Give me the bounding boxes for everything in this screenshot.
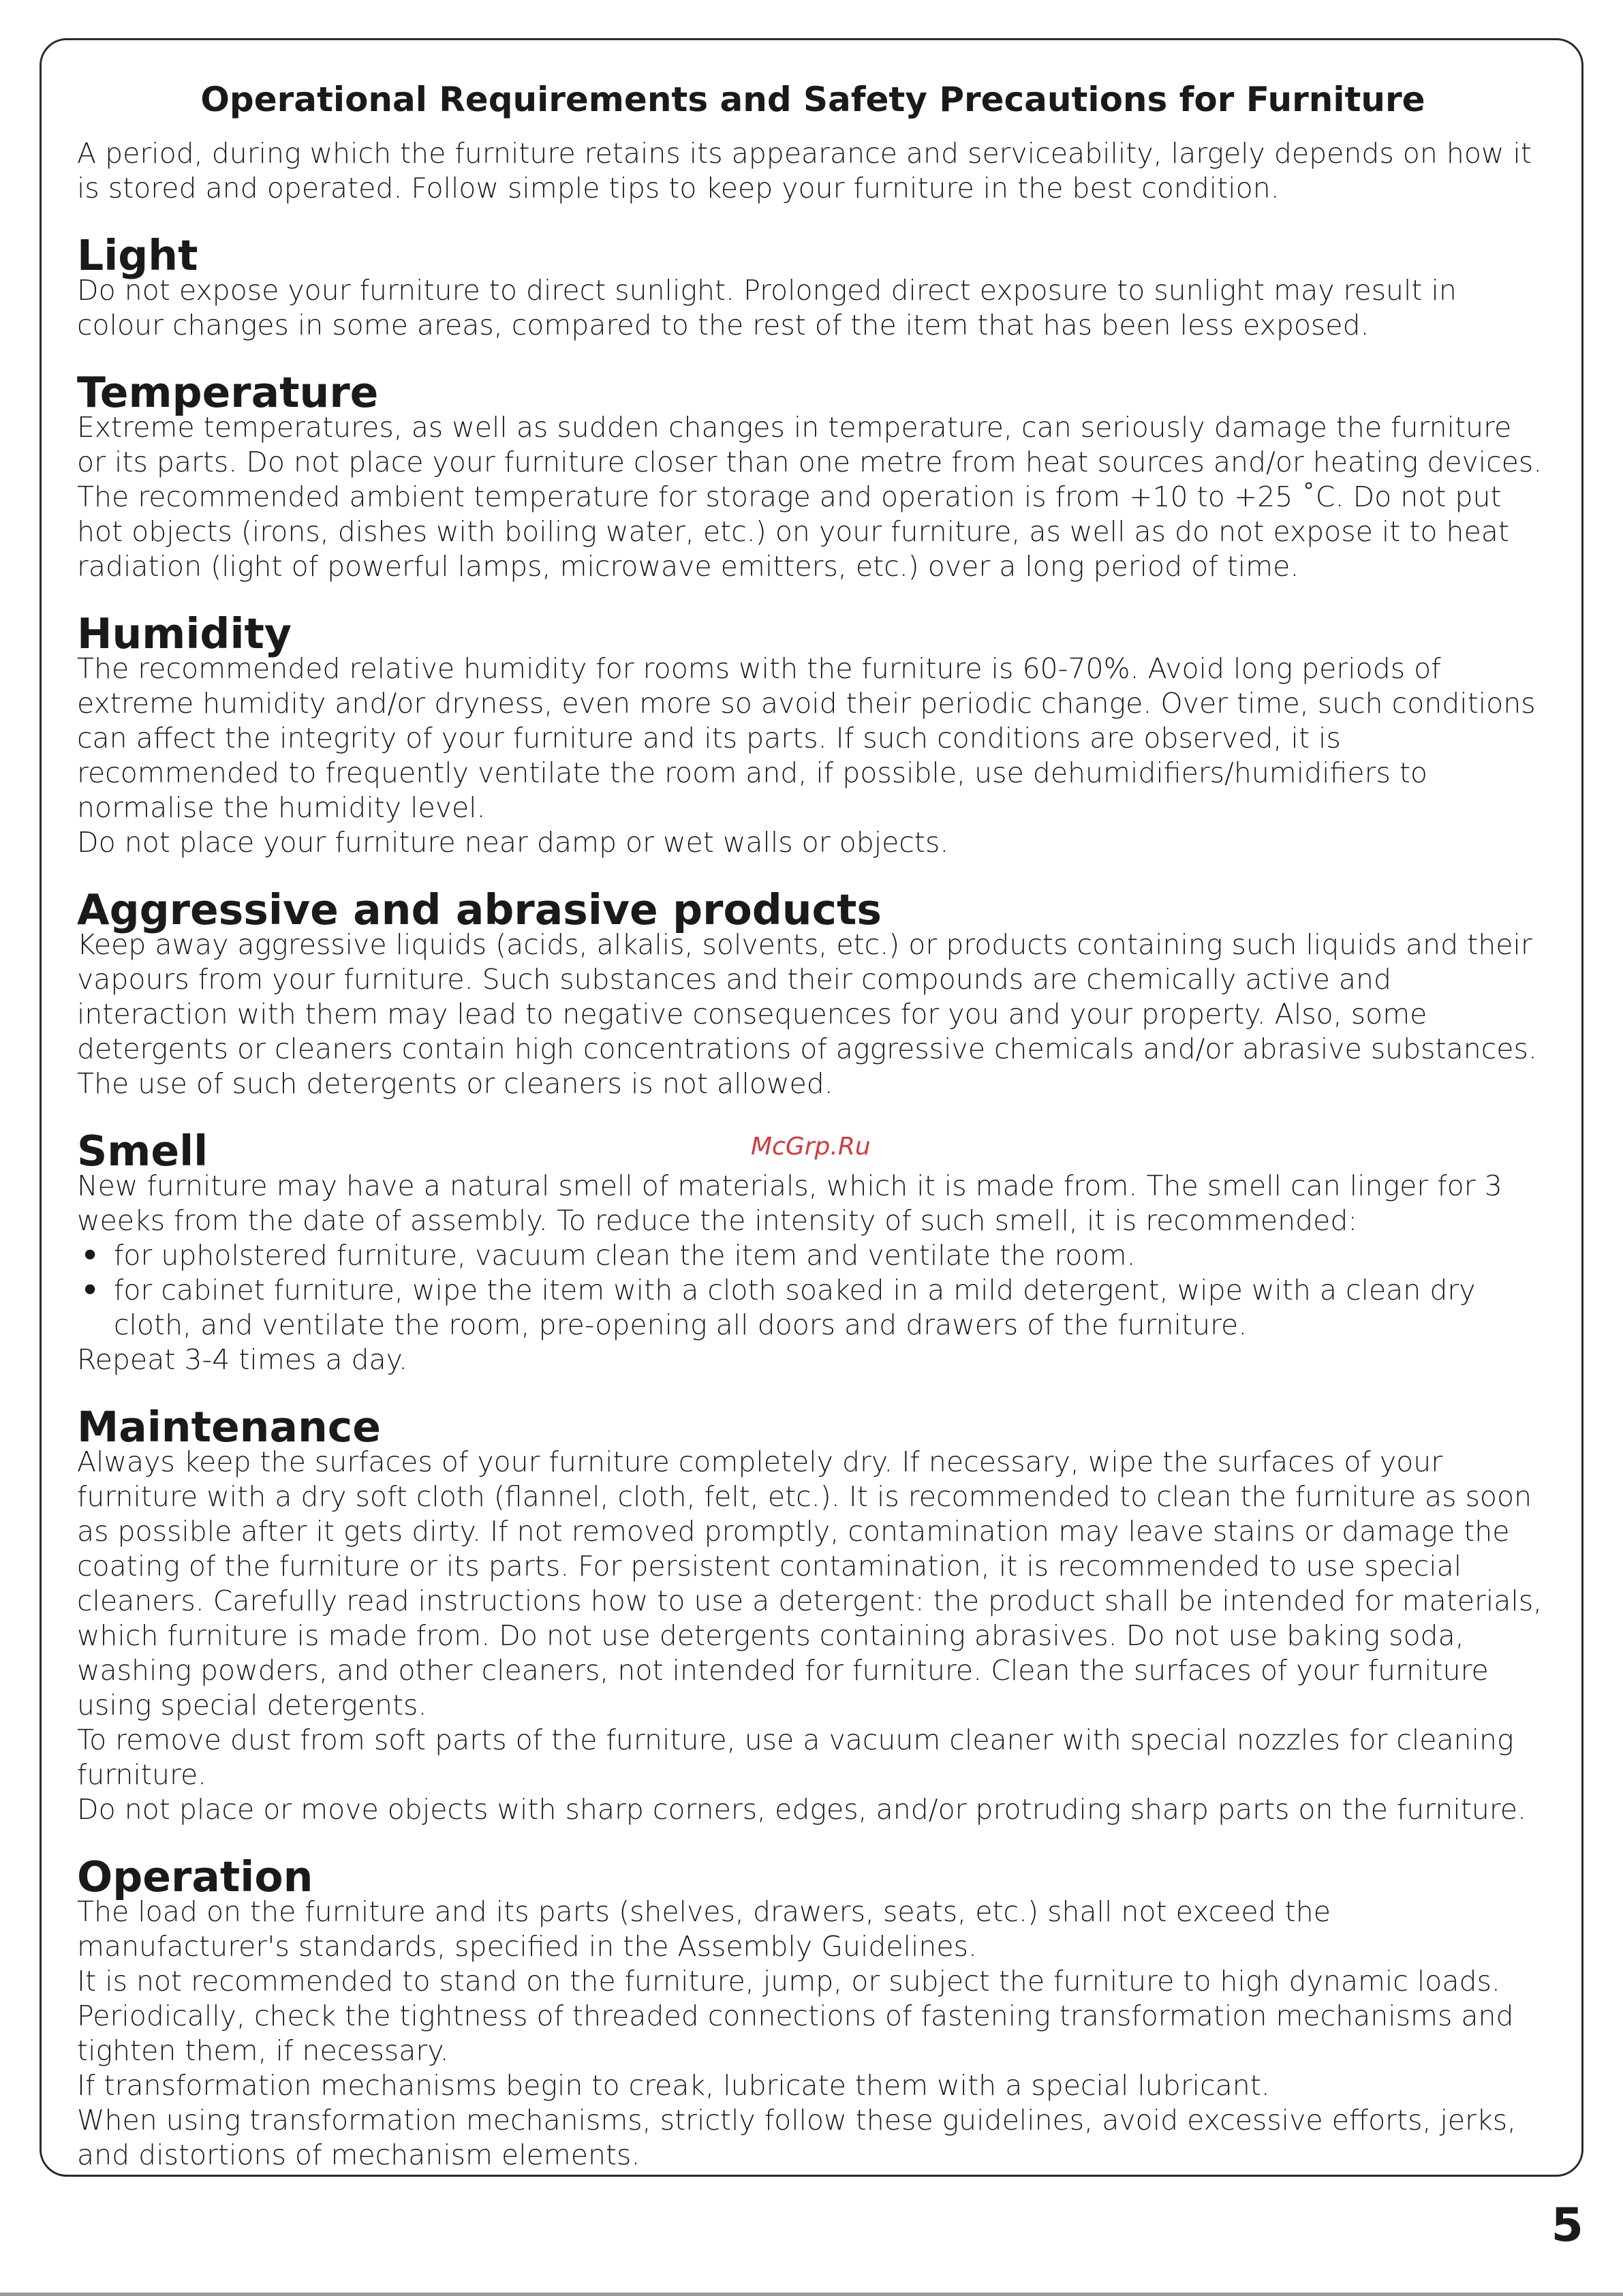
section-heading: Operation [77,1852,313,1901]
section-paragraph: Repeat 3-4 times a day. [77,1343,408,1376]
smell-bullet-list [77,1238,1549,1343]
section-maintenance [77,1403,1549,1827]
section-paragraph: Do not expose your furniture to direct sunlight. Prolonged direct exposure to sunlight may result in colour changes in some areas, compared to the rest of the item that has been less exposed. [77,274,1457,341]
section-paragraph: Do not place your furniture near damp or wet walls or objects. [77,826,949,859]
section-paragraph: Periodically, check the tightness of threaded connections of fastening transformation mechanisms and tighten them, if necessary. [77,2000,1514,2067]
section-heading: Smell [77,1127,208,1176]
section-paragraph: If transformation mechanisms begin to creak, lubricate them with a special lubricant. [77,2069,1270,2102]
section-paragraph: Do not place or move objects with sharp corners, edges, and/or protruding sharp parts on the furniture. [77,1793,1527,1826]
section-heading: Humidity [77,609,292,658]
page-title: Operational Requirements and Safety Precautions for Furniture [200,80,1425,119]
section-paragraph: New furniture may have a natural smell of materials, which it is made from. The smell can linger for 3 weeks from the date of assembly. To reduce the intensity of such smell, it is recommended: [77,1169,1502,1237]
section-paragraph: When using transformation mechanisms, strictly follow these guidelines, avoid excessive efforts, jerks, and distortions of mechanism elements. [77,2104,1517,2171]
page-number: 5 [1551,2199,1583,2252]
section-heading: Temperature [77,368,379,417]
section-smell [77,1127,1549,1377]
section-heading: Maintenance [77,1403,381,1452]
section-heading: Light [77,231,198,280]
section-paragraph: It is not recommended to stand on the furniture, jump, or subject the furniture to high dynamic loads. [77,1965,1500,1997]
list-item: • for upholstered furniture, vacuum clean the item and ventilate the room. [77,1238,1549,1273]
section-paragraph: Extreme temperatures, as well as sudden changes in temperature, can seriously damage the furniture or its parts. Do not place your furniture closer than one metre from heat sources and/or heating devices. The recommended ambient temperature for storage and operation is from +10 to +25 ˚C. Do not put hot objects (irons, dishes with boiling water, etc.) on your furniture, as well as do not expose it to heat radiation (light of powerful lamps, microwave emitters, etc.) over a long period of time. [77,411,1543,583]
section-operation [77,1852,1549,2173]
section-temperature [77,368,1549,584]
section-aggressive-products [77,885,1549,1101]
section-heading: Aggressive and abrasive products [77,885,882,934]
intro-paragraph: A period, during which the furniture retains its appearance and serviceability, largely depends on how it is stored and operated. Follow simple tips to keep your furniture in the best condition. [77,137,1532,204]
section-humidity [77,609,1549,860]
document-body [77,74,1549,2173]
section-paragraph: Keep away aggressive liquids (acids, alkalis, solvents, etc.) or products containing such liquids and their vapours from your furniture. Such substances and their compounds are chemically active and interaction with them may lead to negative consequences for you and your property. Also, some detergents or cleaners contain high concentrations of aggressive chemicals and/or abrasive substances. The use of such detergents or cleaners is not allowed. [77,928,1537,1100]
section-paragraph: The load on the furniture and its parts (shelves, drawers, seats, etc.) shall not exceed the manufacturer's standards, specified in the Assembly Guidelines. [77,1895,1331,1963]
section-paragraph: Always keep the surfaces of your furniture completely dry. If necessary, wipe the surfaces of your furniture with a dry soft cloth (flannel, cloth, felt, etc.). It is recommended to clean the furniture as soon as possible after it gets dirty. If not removed promptly, contamination may leave stains or damage the coating of the furniture or its parts. For persistent contamination, it is recommended to use special cleaners. Carefully read instructions how to use a detergent: the product shall be intended for materials, which furniture is made from. Do not use detergents containing abrasives. Do not use baking soda, washing powders, and other cleaners, not intended for furniture. Clean the surfaces of your furniture using special detergents. [77,1445,1543,1721]
section-paragraph: The recommended relative humidity for rooms with the furniture is 60-70%. Avoid long periods of extreme humidity and/or dryness, even more so avoid their periodic change. Over time, such conditions can affect the integrity of your furniture and its parts. If such conditions are observed, it is recommended to frequently ventilate the room and, if possible, use dehumidifiers/humidifiers to normalise the humidity level. [77,652,1536,824]
section-light [77,231,1549,343]
list-item: • for cabinet furniture, wipe the item with a cloth soaked in a mild detergent, wipe with a clean dry cloth, and ventilate the room, pre-opening all doors and drawers of the furniture. [77,1273,1549,1343]
watermark-text: McGrp.Ru [751,1133,871,1161]
section-paragraph: To remove dust from soft parts of the furniture, use a vacuum cleaner with special nozzles for cleaning furniture. [77,1724,1514,1791]
bottom-divider [0,2293,1623,2296]
